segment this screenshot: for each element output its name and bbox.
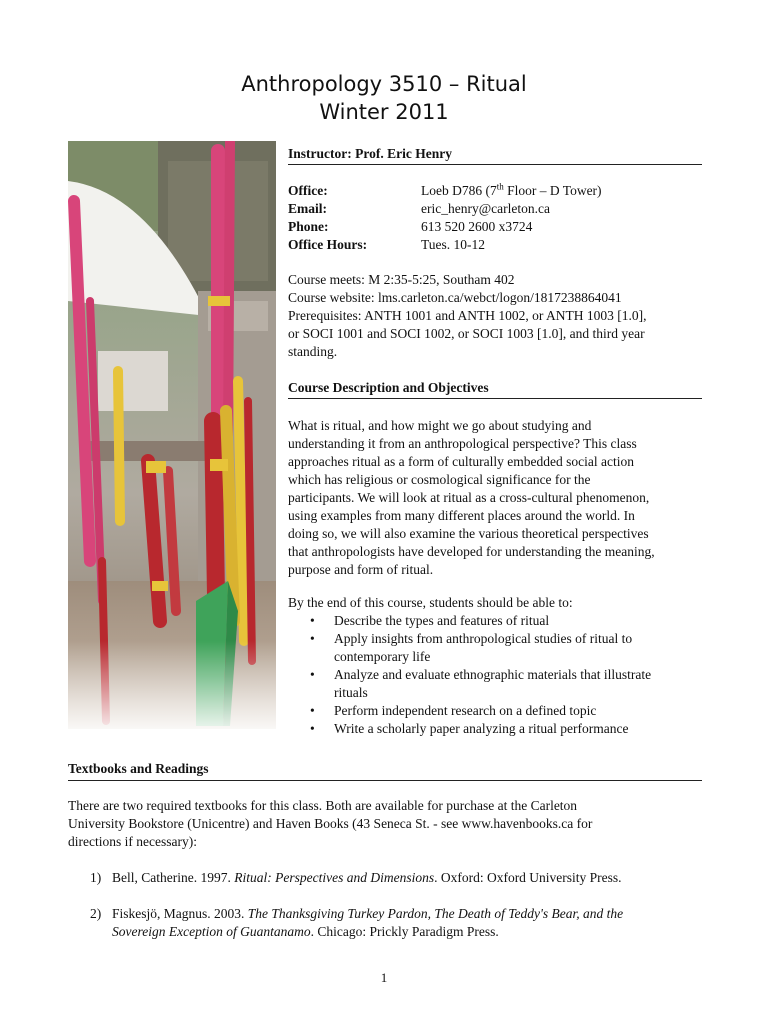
course-meets: Course meets: M 2:35-5:25, Southam 402 [288, 272, 515, 287]
reference-author: Fiskesjö, Magnus. 2003. [112, 906, 248, 921]
description-line: using examples from many different places around the world. In [288, 508, 635, 523]
textbooks-paragraph [68, 797, 592, 851]
objectives-intro: By the end of this course, students should be able to: [288, 595, 573, 610]
incense-photo [68, 141, 276, 729]
description-line: which has religious or cosmological significance for the [288, 472, 591, 487]
objective-text: • Describe the types and features of ritual [334, 613, 550, 628]
reference-title: Ritual: Perspectives and Dimensions [234, 870, 435, 885]
office-hours-label: Office Hours: [288, 237, 368, 252]
reference-title: The Thanksgiving Turkey Pardon, The Death of Teddy's Bear, and the [247, 906, 624, 921]
email-label: Email: [288, 201, 327, 216]
objective-text-cont: rituals [334, 685, 368, 700]
document-title: Anthropology 3510 – Ritual [241, 72, 527, 96]
email-value[interactable]: eric_henry@carleton.ca [421, 201, 550, 216]
description-line: participants. We will look at ritual as a cross-cultural phenomenon, [288, 490, 650, 505]
instructor-rule [288, 164, 702, 165]
office-value-post: Floor – D Tower) [503, 183, 602, 198]
prerequisites-line-3: standing. [288, 344, 338, 359]
textbooks-line: University Bookstore (Unicentre) and Haven Books (43 Seneca St. - see www.havenbooks.ca for [68, 816, 593, 831]
reference-author: Bell, Catherine. 1997. [112, 870, 235, 885]
office-value [421, 182, 602, 200]
office-label: Office: [288, 183, 328, 198]
textbooks-rule [68, 780, 702, 781]
description-paragraph [288, 417, 655, 579]
document-term: Winter 2011 [319, 100, 449, 124]
textbooks-heading: Textbooks and Readings [68, 761, 209, 776]
description-line: purpose and form of ritual. [288, 562, 434, 577]
phone-value: 613 520 2600 x3724 [421, 219, 533, 234]
prerequisites-line-1: Prerequisites: ANTH 1001 and ANTH 1002, or ANTH 1003 [1.0], [288, 308, 647, 323]
office-value-pre: Loeb D786 (7 [421, 183, 497, 198]
prerequisites-line-2: or SOCI 1001 and SOCI 1002, or SOCI 1003 [1.0], and third year [288, 326, 645, 341]
office-hours-value: Tues. 10-12 [421, 237, 486, 252]
reference-number: 1) [90, 870, 102, 885]
description-line: understanding it from an anthropological perspective? This class [288, 436, 637, 451]
reference-number: 2) [90, 906, 102, 921]
list-item [288, 720, 708, 738]
list-item [288, 612, 708, 630]
reference-title-cont: Sovereign Exception of Guantanamo [112, 924, 311, 939]
description-line: approaches ritual as a form of culturally embedded social action [288, 454, 634, 469]
reference-text [112, 905, 623, 923]
description-line: that anthropologists have developed for understanding the meaning, [288, 544, 655, 559]
description-line: What is ritual, and how might we go about studying and [288, 418, 592, 433]
instructor-heading: Instructor: Prof. Eric Henry [288, 146, 452, 161]
reference-publisher: . Oxford: Oxford University Press. [434, 870, 622, 885]
objective-text: • Apply insights from anthropological studies of ritual to [334, 631, 633, 646]
textbooks-line: There are two required textbooks for this class. Both are available for purchase at the Carleton [68, 798, 578, 813]
objective-text-cont: contemporary life [334, 649, 431, 664]
description-heading: Course Description and Objectives [288, 380, 489, 395]
reference-publisher: . Chicago: Prickly Paradigm Press. [310, 924, 499, 939]
objectives-list [288, 612, 708, 738]
objective-text: • Perform independent research on a defined topic [334, 703, 597, 718]
reference-text-cont [112, 923, 499, 941]
description-rule [288, 398, 702, 399]
page-number: 1 [380, 970, 388, 985]
course-info [288, 271, 646, 361]
list-item [288, 666, 708, 702]
objective-text: • Analyze and evaluate ethnographic materials that illustrate [334, 667, 652, 682]
phone-label: Phone: [288, 219, 329, 234]
objective-text: • Write a scholarly paper analyzing a ritual performance [334, 721, 629, 736]
office-value-sup: th [496, 181, 504, 192]
course-website[interactable]: Course website: lms.carleton.ca/webct/logon/1817238864041 [288, 290, 622, 305]
reference-text [112, 869, 622, 887]
description-line: doing so, we will also examine the various theoretical perspectives [288, 526, 649, 541]
textbooks-line: directions if necessary): [68, 834, 197, 849]
list-item [288, 702, 708, 720]
list-item [288, 630, 708, 666]
